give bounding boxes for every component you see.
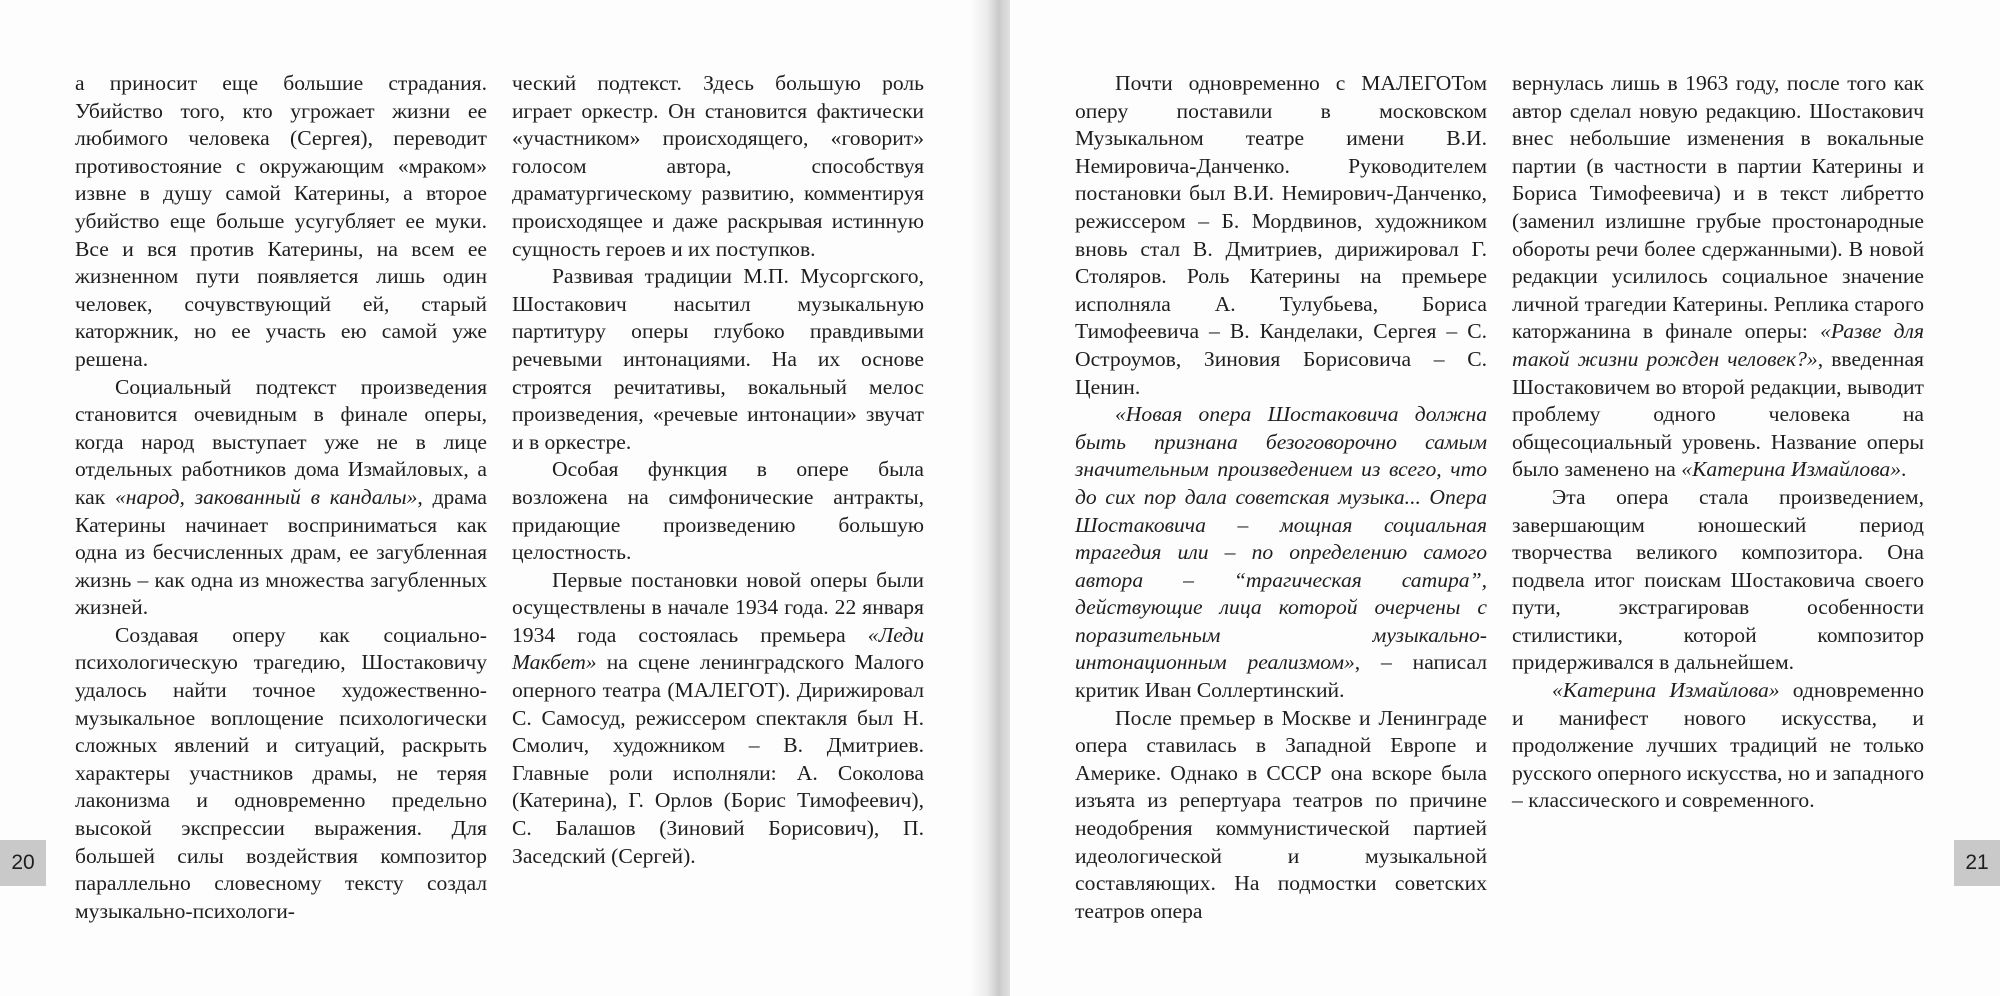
page-number-right: 21 — [1954, 840, 2000, 886]
text-run: Первые постановки новой оперы были осуществлены в начале 1934 года. 22 января 1934 года состоялась премьера — [512, 567, 924, 647]
italic-quote: «Леди Макбет» — [512, 622, 924, 675]
text-run: , драма Катерины начинает восприниматься как одна из бесчисленных драм, ее загубленная жизнь – как одна из множества загубленных жизней. — [75, 484, 487, 620]
paragraph — [75, 374, 487, 622]
paragraph — [1075, 70, 1487, 401]
paragraph — [512, 263, 924, 456]
text-run: Развивая традиции М.П. Мусоргского, Шостакович насытил музыкальную партитуру оперы глубоко правдивыми речевыми интонациями. На их основе строятся речитативы, вокальный мелос произведения, «речевые интонации» звучат и в оркестре. — [512, 264, 924, 454]
text-run: , – написал критик Иван Соллертинский. — [1075, 650, 1488, 703]
text-run: Социальный подтекст произведения становится очевидным в финале оперы, когда народ выступает уже не в лице отдельных работников дома Измайловых, а как — [75, 374, 487, 509]
text-run: Эта опера стала произведением, завершающим юношеский период творчества великого композитора. Она подвела итог поискам Шостаковича своего пути, экстрагировав особенности стилистики, которой композитор придерживался в дальнейшем. — [1512, 484, 1924, 675]
paragraph — [75, 622, 487, 926]
text-run: Создавая оперу как социально-психологическую трагедию, Шостаковичу удалось найти точное художественно-музыкальное воплощение психологически сложных явлений и ситуаций, раскрыть характеры участников драмы, не теряя лаконизма и одновременно предельно высокой экспрессии выражения. Для большей силы воздействия композитор параллельно словесному тексту создал музыкально-психологи- — [75, 622, 487, 923]
left-page — [0, 0, 986, 996]
paragraph — [512, 567, 924, 871]
italic-quote: «Новая опера Шостаковича должна быть признана безоговорочно самым значительным произведением из всего, что до сих пор дала советская музыка... Опера Шостаковича – мощная социальная трагедия или – по определению самого автора – “трагическая сатира”, действующие лица которой очерчены с поразительным музыкально-интонационным реализмом» — [1075, 402, 1487, 675]
text-run: Особая функция в опере была возложена на симфонические антракты, придающие произведению большую целостность. — [512, 457, 924, 565]
text-run: на сцене ленинградского Малого оперного театра (МАЛЕГОТ). Дирижировал С. Самосуд, режиссером спектакля был Н. Смолич, художником – В. Дмитриев. Главные роли исполняли: А. Соколова (Катерина), Г. Орлов (Борис Тимофеевич), С. Балашов (Зиновий Борисович), П. Заседский (Сергей). — [512, 650, 924, 868]
text-run: ческий подтекст. Здесь большую роль играет оркестр. Он становится фактически «участником» происходящего, «говорит» голосом автора, способствуя драматургическому развитию, комментируя происходящее и даже раскрывая истинную сущность героев и их поступков. — [512, 71, 924, 261]
paragraph — [1075, 401, 1487, 705]
paragraph — [512, 456, 924, 566]
text-run: одновременно и манифест нового искусства, и продолжение лучших традиций не только русского оперного искусства, но и западного – классического и современного. — [1512, 678, 1924, 813]
paragraph — [512, 70, 924, 263]
text-column-3 — [1075, 70, 1487, 925]
text-column-4 — [1512, 70, 1924, 815]
paragraph — [1512, 484, 1924, 677]
paragraph — [1075, 705, 1487, 926]
text-run: вернулась лишь в 1963 году, после того как автор сделал новую редакцию. Шостакович внес небольшие изменения в вокальные партии (в частности в партии Катерины и Бориса Тимофеевича) и в текст либретто (заменил излишне грубые простонародные обороты речи более сдержанными). В новой редакции усилилось социальное значение личной трагедии Катерины. Реплика старого каторжанина в финале оперы: — [1512, 71, 1924, 344]
italic-quote: «Катерина Измайлова» — [1681, 457, 1902, 482]
paragraph — [1512, 70, 1924, 484]
text-column-2 — [512, 70, 924, 870]
text-run: . — [1901, 457, 1907, 482]
text-run: , введенная Шостаковичем во второй редакции, выводит проблему одного человека на общесоциальный уровень. Название оперы было заменено на — [1512, 346, 1924, 482]
right-page — [1010, 0, 2000, 996]
text-column-1 — [75, 70, 487, 925]
page-number-left: 20 — [0, 840, 46, 886]
text-run: а приносит еще большие страдания. Убийство того, кто угрожает жизни ее любимого человека (Сергея), переводит противостояние с окружающим «мраком» извне в душу самой Катерины, а второе убийство еще больше усугубляет ее муки. Все и вся против Катерины, на всем ее жизненном пути появляется лишь один человек, сочувствующий ей, старый каторжник, но ее участь ею самой уже решена. — [75, 71, 487, 371]
italic-quote: «народ, закованный в кандалы» — [115, 484, 418, 509]
italic-quote: «Разве для такой жизни рожден человек?» — [1512, 319, 1924, 371]
paragraph — [1512, 677, 1924, 815]
text-run: После премьер в Москве и Ленинграде опера ставилась в Западной Европе и Америке. Однако в СССР она вскоре была изъята из репертуара театров по причине неодобрения коммунистической партией идеологической и музыкальной составляющих. На подмостки советских театров опера — [1075, 705, 1487, 923]
text-run: Почти одновременно с МАЛЕГОТом оперу поставили в московском Музыкальном театре имени В.И. Немировича-Данченко. Руководителем постановки был В.И. Немирович-Данченко, режиссером – Б. Мордвинов, художником вновь стал В. Дмитриев, дирижировал Г. Столяров. Роль Катерины на премьере исполняла А. Тулубьева, Бориса Тимофеевича – В. Канделаки, Сергея – С. Остроумов, Зиновия Борисовича – С. Ценин. — [1075, 71, 1487, 399]
italic-quote: «Катерина Измайлова» — [1552, 678, 1780, 703]
paragraph — [75, 70, 487, 374]
